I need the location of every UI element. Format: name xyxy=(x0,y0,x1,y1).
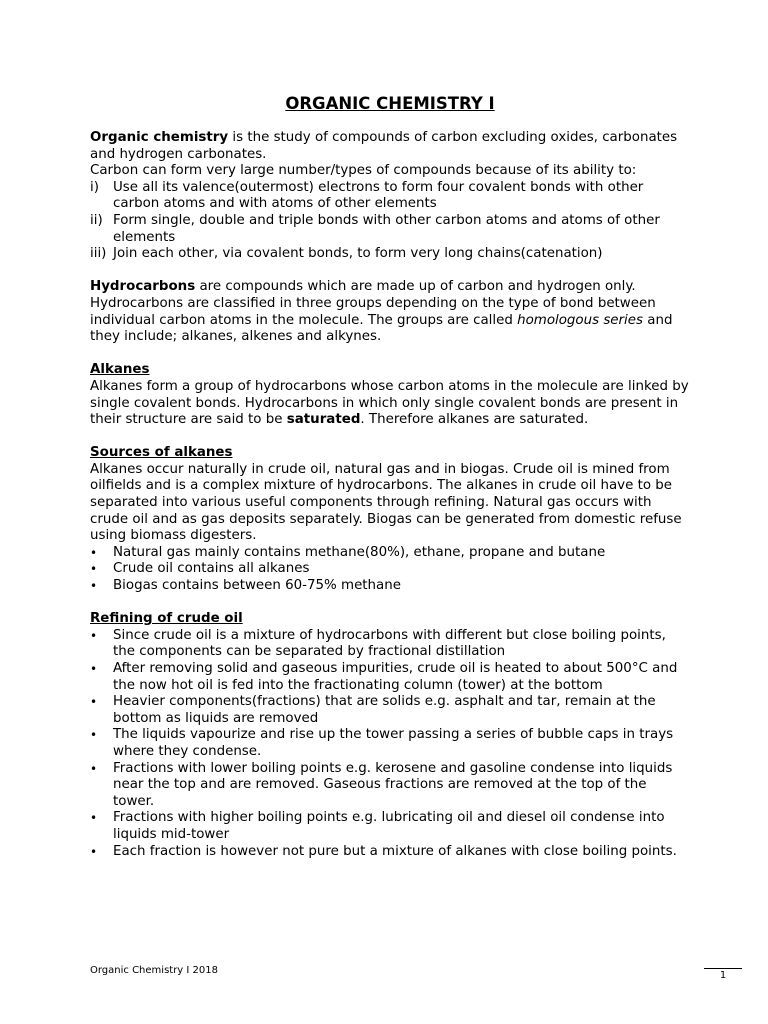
sources-heading: Sources of alkanes xyxy=(90,445,233,461)
list-item xyxy=(90,694,690,727)
refining-heading: Refining of crude oil xyxy=(90,611,243,627)
list-item xyxy=(90,246,690,263)
sources-paragraph: Alkanes occur naturally in crude oil, natural gas and in biogas. Crude oil is mined from oilfields and is a complex mixture of hydrocarbons. The alkanes in crude oil have to be separated into various useful components through refining. Natural gas occurs with crude oil and as gas deposits separately. Biogas can be generated from domestic refuse using biomass digesters. xyxy=(90,461,682,544)
list-item-text: Crude oil contains all alkanes xyxy=(113,561,310,577)
list-item xyxy=(90,180,690,213)
intro-term: Organic chemistry xyxy=(90,130,229,145)
hydrocarbons-text-1: are compounds which are made up of carbon and hydrogen only. Hydrocarbons are classified in three groups depending on the type of bond between individual carbon atoms in the molecule. The groups are called xyxy=(90,279,656,328)
hydrocarbons-paragraph xyxy=(90,279,690,345)
list-item-text: Form single, double and triple bonds with other carbon atoms and atoms of other elements xyxy=(113,212,660,245)
list-item-text: Biogas contains between 60-75% methane xyxy=(113,578,401,594)
list-item xyxy=(90,810,690,843)
footer-rule xyxy=(704,968,742,969)
saturated-term: saturated xyxy=(286,412,361,428)
bullet-icon: • xyxy=(90,562,98,577)
page-number: 1 xyxy=(719,970,727,981)
list-item-text: Since crude oil is a mixture of hydrocarbons with different but close boiling points, the components can be separated by fractional distillation xyxy=(113,627,666,660)
list-item-text: Each fraction is however not pure but a mixture of alkanes with close boiling points. xyxy=(113,843,677,859)
list-item xyxy=(90,844,690,861)
list-item xyxy=(90,578,690,595)
list-item-text: Heavier components(fractions) that are solids e.g. asphalt and tar, remain at the bottom as liquids are removed xyxy=(113,694,656,726)
list-item xyxy=(90,727,690,760)
carbon-ability-list xyxy=(90,180,690,263)
homologous-series-term: homologous series xyxy=(517,312,643,328)
bullet-icon: • xyxy=(90,811,98,826)
bullet-icon: • xyxy=(90,628,98,643)
hydrocarbons-term: Hydrocarbons xyxy=(90,279,196,295)
alkanes-heading: Alkanes xyxy=(90,362,150,378)
bullet-icon: • xyxy=(90,761,98,776)
bullet-icon: • xyxy=(90,844,98,859)
list-item xyxy=(90,661,690,694)
list-marker: i) xyxy=(90,179,99,195)
bullet-icon: • xyxy=(90,695,98,710)
intro-definition: is the study of compounds of carbon excluding oxides, carbonates and hydrogen carbonates. xyxy=(90,130,678,162)
list-item-text: Fractions with lower boiling points e.g. kerosene and gasoline condense into liquids near the top and are removed. Gaseous fractions are removed at the top of the tower. xyxy=(113,760,673,809)
page-body xyxy=(90,94,690,860)
sources-list xyxy=(90,545,690,595)
bullet-icon: • xyxy=(90,545,98,560)
intro-paragraph xyxy=(90,130,690,163)
list-item xyxy=(90,213,690,246)
bullet-icon: • xyxy=(90,662,98,676)
list-item xyxy=(90,545,690,562)
alkanes-text-2: . Therefore alkanes are saturated. xyxy=(360,412,589,428)
refining-list xyxy=(90,628,690,860)
list-item xyxy=(90,628,690,661)
list-marker: ii) xyxy=(90,212,103,228)
footer-text: Organic Chemistry I 2018 xyxy=(90,965,218,976)
alkanes-text-1: Alkanes form a group of hydrocarbons whose carbon atoms in the molecule are linked by single covalent bonds. Hydrocarbons in which only single covalent bonds are present in their structure are said to be xyxy=(90,378,689,428)
page-title: ORGANIC CHEMISTRY I xyxy=(285,94,495,113)
bullet-icon: • xyxy=(90,728,98,743)
intro-lead: Carbon can form very large number/types of compounds because of its ability to: xyxy=(90,163,637,179)
list-item-text: The liquids vapourize and rise up the tower passing a series of bubble caps in trays where they condense. xyxy=(113,727,674,759)
list-item xyxy=(90,561,690,578)
list-item-text: Use all its valence(outermost) electrons to form four covalent bonds with other carbon atoms and with atoms of other elements xyxy=(113,179,644,212)
list-item-text: Natural gas mainly contains methane(80%), ethane, propane and butane xyxy=(113,544,606,560)
hydrocarbons-text-2: and they include; alkanes, alkenes and alkynes. xyxy=(90,312,673,345)
list-item-text: Join each other, via covalent bonds, to form very long chains(catenation) xyxy=(113,246,603,262)
list-item-text: After removing solid and gaseous impurities, crude oil is heated to about 500°C and the now hot oil is fed into the fractionating column (tower) at the bottom xyxy=(113,661,678,693)
list-item-text: Fractions with higher boiling points e.g. lubricating oil and diesel oil condense into liquids mid-tower xyxy=(113,810,665,842)
list-marker: iii) xyxy=(90,246,107,262)
list-item xyxy=(90,761,690,811)
alkanes-paragraph xyxy=(90,379,690,429)
bullet-icon: • xyxy=(90,579,98,594)
